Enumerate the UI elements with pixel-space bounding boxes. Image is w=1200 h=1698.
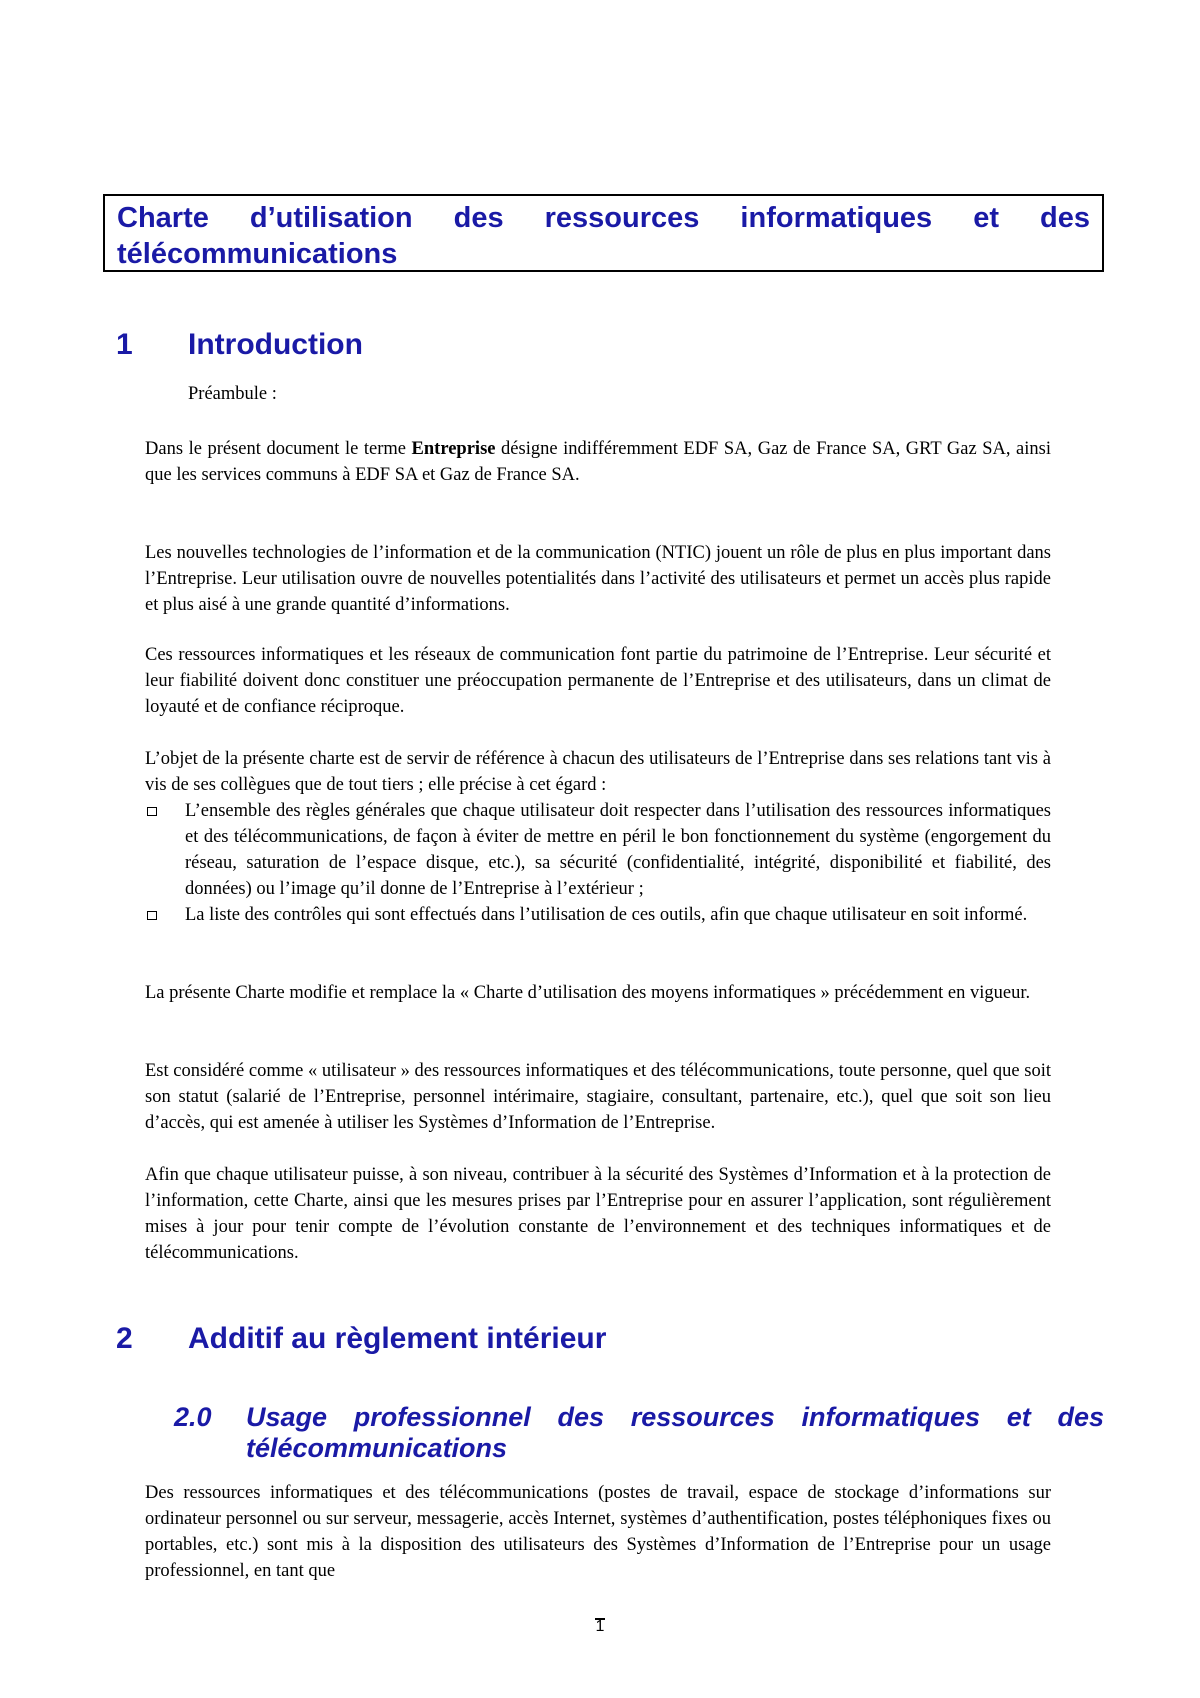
- intro-p1-after: désigne indifféremment EDF SA, Gaz de France SA, GRT Gaz SA, ainsi que les services communs à EDF SA et Gaz de France SA.: [145, 439, 1051, 485]
- list-item: [145, 798, 1051, 902]
- section-1-number: 1: [116, 328, 133, 361]
- list-item: [145, 902, 1051, 928]
- intro-paragraph-5: La présente Charte modifie et remplace la « Charte d’utilisation des moyens informatiques » précédemment en vigueur.: [145, 983, 1031, 1003]
- page-number: 1: [595, 1618, 605, 1635]
- subsection-number: 2.0: [174, 1402, 212, 1432]
- intro-paragraph-7: Afin que chaque utilisateur puisse, à son niveau, contribuer à la sécurité des Systèmes d’Information et à la protection de l’information, cette Charte, ainsi que les mesures prises par l’Entreprise pour en assurer l’application, sont régulièrement mises à jour pour tenir compte de l’évolution constante de l’environnement et des techniques informatiques et de télécommunications.: [145, 1165, 1051, 1263]
- intro-paragraph-1: [145, 436, 1051, 488]
- section-1-heading: [116, 328, 363, 362]
- section-2-number: 2: [116, 1322, 133, 1355]
- bullet-2-text: La liste des contrôles qui sont effectués dans l’utilisation de ces outils, afin que chaque utilisateur en soit informé.: [185, 905, 1028, 925]
- intro-paragraph-2: Les nouvelles technologies de l’information et de la communication (NTIC) jouent un rôle de plus en plus important dans l’Entreprise. Leur utilisation ouvre de nouvelles potentialités dans l’activité des utilisateurs et permet un accès plus rapide et plus aisé à une grande quantité d’informations.: [145, 543, 1051, 615]
- intro-paragraph-3: Ces ressources informatiques et les réseaux de communication font partie du patrimoine de l’Entreprise. Leur sécurité et leur fiabilité doivent donc constituer une préoccupation permanente de l’Entreprise et des utilisateurs, dans un climat de loyauté et de confiance réciproque.: [145, 645, 1051, 717]
- bullet-1-text: L’ensemble des règles générales que chaque utilisateur doit respecter dans l’utilisation des ressources informatiques et des télécommunications, de façon à éviter de mettre en péril le bon fonctionnement du système (engorgement du réseau, saturation de l’espace disque, etc.), sa sécurité (confidentialité, intégrité, disponibilité et fiabilité, des données) ou l’image qu’il donne de l’Entreprise à l’extérieur ;: [185, 801, 1051, 899]
- subsection-title: Usage professionnel des ressources informatiques et des télécommunications: [246, 1402, 1104, 1463]
- intro-p1-before: Dans le présent document le terme: [145, 439, 412, 459]
- checkbox-square-icon: [147, 911, 157, 920]
- intro-bullet-list: [145, 798, 1051, 928]
- intro-paragraph-6: Est considéré comme « utilisateur » des ressources informatiques et des télécommunications, toute personne, quel que soit son statut (salarié de l’Entreprise, personnel intérimaire, stagiaire, consultant, partenaire, etc.), quel que soit son lieu d’accès, qui est amenée à utiliser les Systèmes d’Information de l’Entreprise.: [145, 1061, 1051, 1133]
- preamble-label: Préambule :: [188, 384, 277, 404]
- subsection-2-0-heading: [174, 1402, 1104, 1464]
- section-1-title: Introduction: [188, 328, 363, 361]
- section-2-heading: [116, 1322, 606, 1356]
- section-2-paragraph-1: Des ressources informatiques et des télécommunications (postes de travail, espace de stockage d’informations sur ordinateur personnel ou sur serveur, messagerie, accès Internet, systèmes d’authentification, postes téléphoniques fixes ou portables, etc.) sont mis à la disposition des utilisateurs des Systèmes d’Information de l’Entreprise pour un usage professionnel, en tant que: [145, 1483, 1051, 1581]
- document-title-box: [103, 194, 1104, 272]
- checkbox-square-icon: [147, 807, 157, 816]
- intro-paragraph-4: L’objet de la présente charte est de servir de référence à chacun des utilisateurs de l’Entreprise dans ses relations tant vis à vis de ses collègues que de tout tiers ; elle précise à cet égard :: [145, 749, 1051, 795]
- section-2-title: Additif au règlement intérieur: [188, 1322, 607, 1355]
- document-title: Charte d’utilisation des ressources informatiques et des télécommunications: [117, 202, 1090, 270]
- entreprise-term: Entreprise: [411, 439, 496, 459]
